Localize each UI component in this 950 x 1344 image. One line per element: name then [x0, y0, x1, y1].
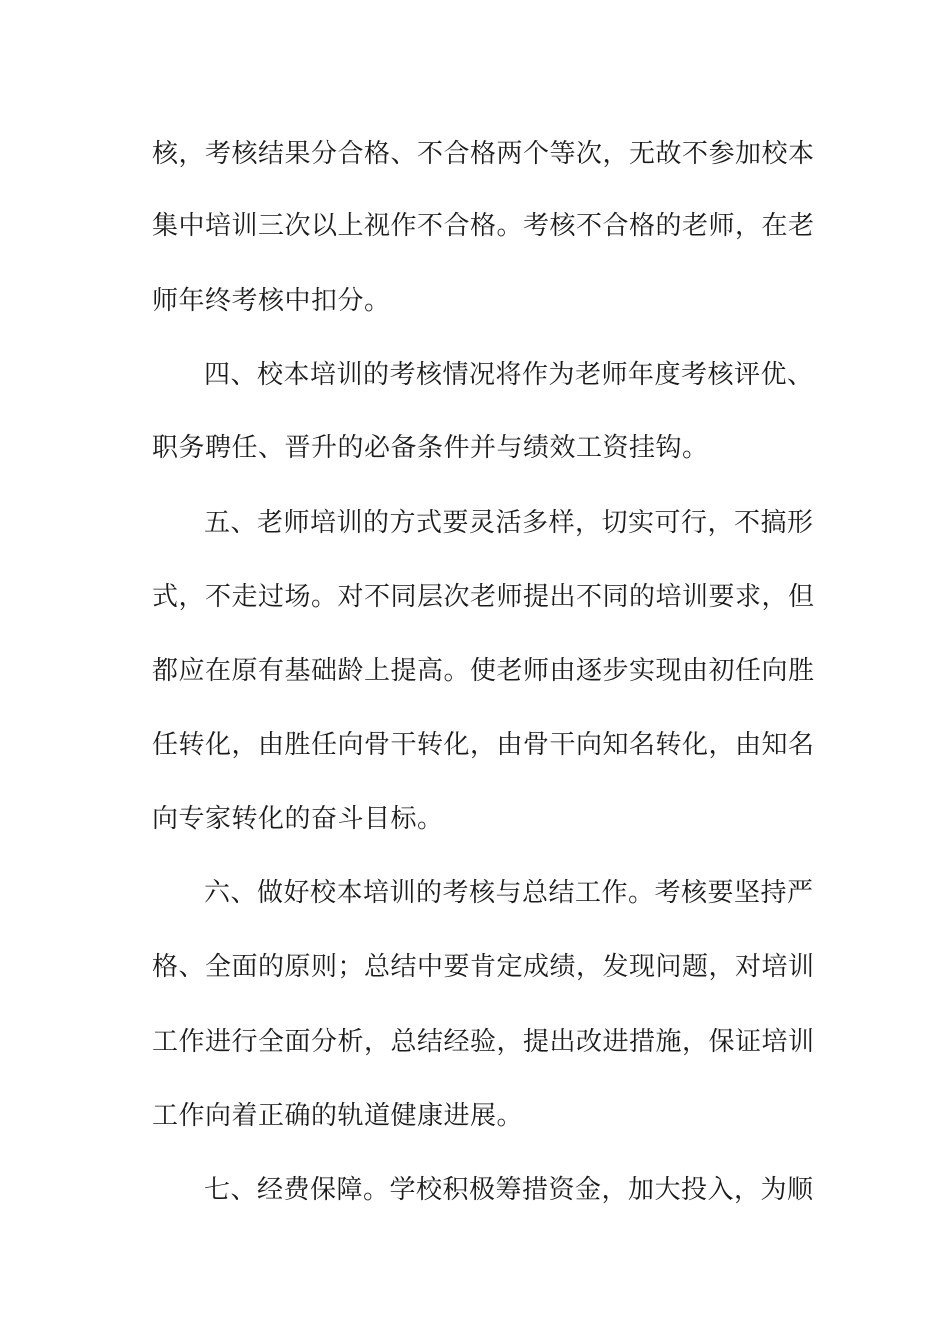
text-line: 式，不走过场。对不同层次老师提出不同的培训要求，但	[152, 582, 815, 612]
text-line: 格、全面的原则；总结中要肯定成绩，发现问题，对培训	[152, 952, 815, 982]
text-line: 都应在原有基础龄上提高。使老师由逐步实现由初任向胜	[152, 656, 815, 686]
text-line: 职务聘任、晋升的必备条件并与绩效工资挂钩。	[152, 433, 709, 463]
text-line: 集中培训三次以上视作不合格。考核不合格的老师，在老	[152, 211, 815, 241]
paragraph-start-line: 六、做好校本培训的考核与总结工作。考核要坚持严	[204, 878, 814, 908]
paragraph-start-line: 四、校本培训的考核情况将作为老师年度考核评优、	[204, 360, 814, 390]
text-line: 任转化，由胜任向骨干转化，由骨干向知名转化，由知名	[152, 730, 815, 760]
text-line: 核，考核结果分合格、不合格两个等次，无故不参加校本	[152, 139, 815, 169]
paragraph-start-line: 七、经费保障。学校积极筹措资金，加大投入，为顺	[204, 1175, 814, 1205]
text-line: 向专家转化的奋斗目标。	[152, 804, 444, 834]
text-line: 师年终考核中扣分。	[152, 286, 391, 316]
text-line: 工作进行全面分析，总结经验，提出改进措施，保证培训	[152, 1027, 815, 1057]
text-line: 工作向着正确的轨道健康进展。	[152, 1101, 524, 1131]
paragraph-start-line: 五、老师培训的方式要灵活多样，切实可行，不搞形	[204, 508, 814, 538]
